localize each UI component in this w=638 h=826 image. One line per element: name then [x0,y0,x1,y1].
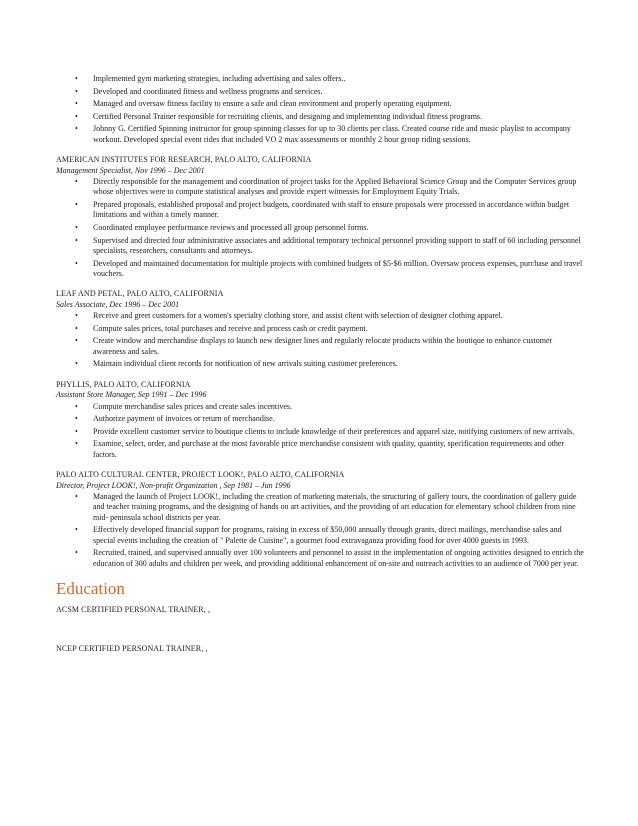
job-organization: AMERICAN INSTITUTES FOR RESEARCH, PALO ALTO, CALIFORNIA [56,155,312,165]
job-organization: PHYLLIS, PALO ALTO, CALIFORNIA [56,379,191,389]
bullet-item [56,525,584,546]
bullet-item [56,236,584,257]
bullet-text: Directly responsible for the management and coordination of project tasks for the Applied Behavioral Science Group and the Computer Services group whose objectives were to compute statistical analyses and provide expert witnesses for Employment Equity Trials. [93,177,577,197]
bullet-item [56,223,584,233]
job-role: Director, Project LOOK!, Non-profit Organization , Sep 1981 – Jun 1996 [56,480,291,490]
bullet-text: Coordinated employee performance reviews and processed all group personnel forms. [93,223,369,232]
bullet-text: Examine, select, order, and purchase at the most favorable price merchandise consistent with quality, quantity, specification requirements and other factors. [93,439,565,459]
bullet-icon: • [75,414,78,424]
job-organization: LEAF AND PETAL, PALO ALTO, CALIFORNIA [56,289,224,299]
bullet-text: Developed and coordinated fitness and wellness programs and services. [93,86,323,96]
job-role: Sales Associate, Dec 1996 – Dec 2001 [56,299,180,309]
jobs-list [56,155,584,569]
job-bullet-list [56,311,584,370]
bullet-icon: • [75,223,78,232]
bullet-item [56,311,584,321]
bullet-text: Compute merchandise sales prices and create sales incentives. [93,401,293,411]
bullet-icon: • [75,548,78,558]
bullet-icon: • [75,492,78,502]
job-entry [56,155,584,279]
bullet-item [56,259,584,280]
bullet-text: Implemented gym marketing strategies, including advertising and sales offers.. [93,74,346,83]
job-organization: PALO ALTO CULTURAL CENTER, PROJECT LOOK!, PALO ALTO, CALIFORNIA [56,470,345,480]
bullet-icon: • [75,336,78,346]
bullet-text: Supervised and directed four administrative associates and additional temporary technical personnel providing support to staff of 60 including personnel specialists, researchers, consultants and attorneys. [93,235,581,255]
bullet-icon: • [75,439,78,449]
bullet-icon: • [75,235,78,245]
bullet-icon: • [75,359,78,369]
job-role: Assistant Store Manager, Sep 1991 – Dec 1996 [56,390,207,400]
bullet-item [56,200,584,221]
bullet-text: Johnny G. Certified Spinning instructor for group spinning classes for up to 30 clients per class. Created course ride and music playlist to accompany workout. Developed special event rides that included VO 2 max assessments or monthly 2 hour group riding sessions. [93,124,571,144]
bullet-text: Receive and greet customers for a women's specialty clothing store, and assist client with selection of designer clothing apparel. [93,311,503,321]
bullet-item [56,359,584,369]
intro-bullet-list [56,74,584,145]
bullet-icon: • [75,124,78,134]
bullet-item [56,439,584,460]
bullet-text: Create window and merchandise displays to launch new designer lines and regularly relocate products within the boutique to enhance customer awareness and sales. [93,336,553,356]
job-bullet-list [56,177,584,279]
bullet-item [56,124,584,145]
bullet-icon: • [75,74,78,83]
education-heading: Education [56,579,125,599]
bullet-item [56,336,584,357]
bullet-item [56,112,584,122]
bullet-item [56,99,584,109]
bullet-item [56,324,584,334]
job-role: Management Specialist, Nov 1996 – Dec 2001 [56,165,205,175]
education-item: ACSM CERTIFIED PERSONAL TRAINER, , [56,605,211,615]
bullet-item [56,548,584,569]
bullet-icon: • [75,200,78,209]
bullet-icon: • [75,258,78,268]
bullet-text: Prepared proposals, established proposal and project budgets, coordinated with staff to ensure proposals were processed in accordance within budget limitations and within a timely manner. [93,200,570,220]
bullet-icon: • [75,323,78,333]
bullet-item [56,402,584,412]
education-list [56,605,584,654]
job-bullet-list [56,492,584,569]
bullet-item [56,74,584,84]
bullet-item [56,492,584,523]
bullet-icon: • [75,311,78,321]
job-entry [56,289,584,369]
bullet-item [56,177,584,198]
bullet-icon: • [75,86,78,96]
bullet-icon: • [75,177,78,186]
bullet-icon: • [75,525,78,535]
job-bullet-list [56,402,584,461]
bullet-text: Authorize payment of invoices or return of merchandise. [93,414,275,424]
bullet-text: Managed the launch of Project LOOK!, including the creation of marketing materials, the structuring of gallery tours, the coordination of gallery guide and teacher training programs, and the designing of hands on art activities, and the providing of art education for elementary school children from nine mid- peninsula school districts per year. [93,492,577,522]
bullet-text: Developed and maintained documentation for multiple projects with combined budgets of $5-$6 million. Oversaw process expenses, purchase and travel vouchers. [93,258,583,278]
bullet-item [56,87,584,97]
bullet-icon: • [75,111,78,121]
education-item: NCEP CERTIFIED PERSONAL TRAINER, , [56,643,208,653]
bullet-icon: • [75,99,78,109]
job-entry [56,470,584,569]
bullet-text: Managed and oversaw fitness facility to ensure a safe and clean environment and properly operating equipment. [93,99,452,109]
bullet-text: Compute sales prices, total purchases and receive and process cash or credit payment. [93,323,368,333]
bullet-item [56,427,584,437]
bullet-text: Effectively developed financial support for programs, raising in excess of $50,000 annually through grants, direct mailings, merchandise sales and special events including the creation of " Palette de Cuisine", a gourmet food extravaganza providing food for over 4000 guests in 1993. [93,525,562,545]
bullet-icon: • [75,401,78,411]
resume-content [56,74,584,654]
bullet-text: Recruited, trained, and supervised annually over 100 volunteers and personnel to assist in the implementation of ongoing activities designed to enrich the education of 300 adults and children per week, and providing additional enhancement of on-site and outreach activities to an audience of 7000 per year. [93,548,584,568]
bullet-icon: • [75,426,78,436]
bullet-text: Maintain individual client records for notification of new arrivals suiting customer preferences. [93,359,398,369]
bullet-text: Provide excellent customer service to boutique clients to include knowledge of their preferences and apparel size, notifying customers of new arrivals. [93,426,575,436]
job-entry [56,380,584,460]
bullet-item [56,414,584,424]
bullet-text: Certified Personal Trainer responsible for recruiting clients, and designing and implementing individual fitness programs. [93,111,483,121]
